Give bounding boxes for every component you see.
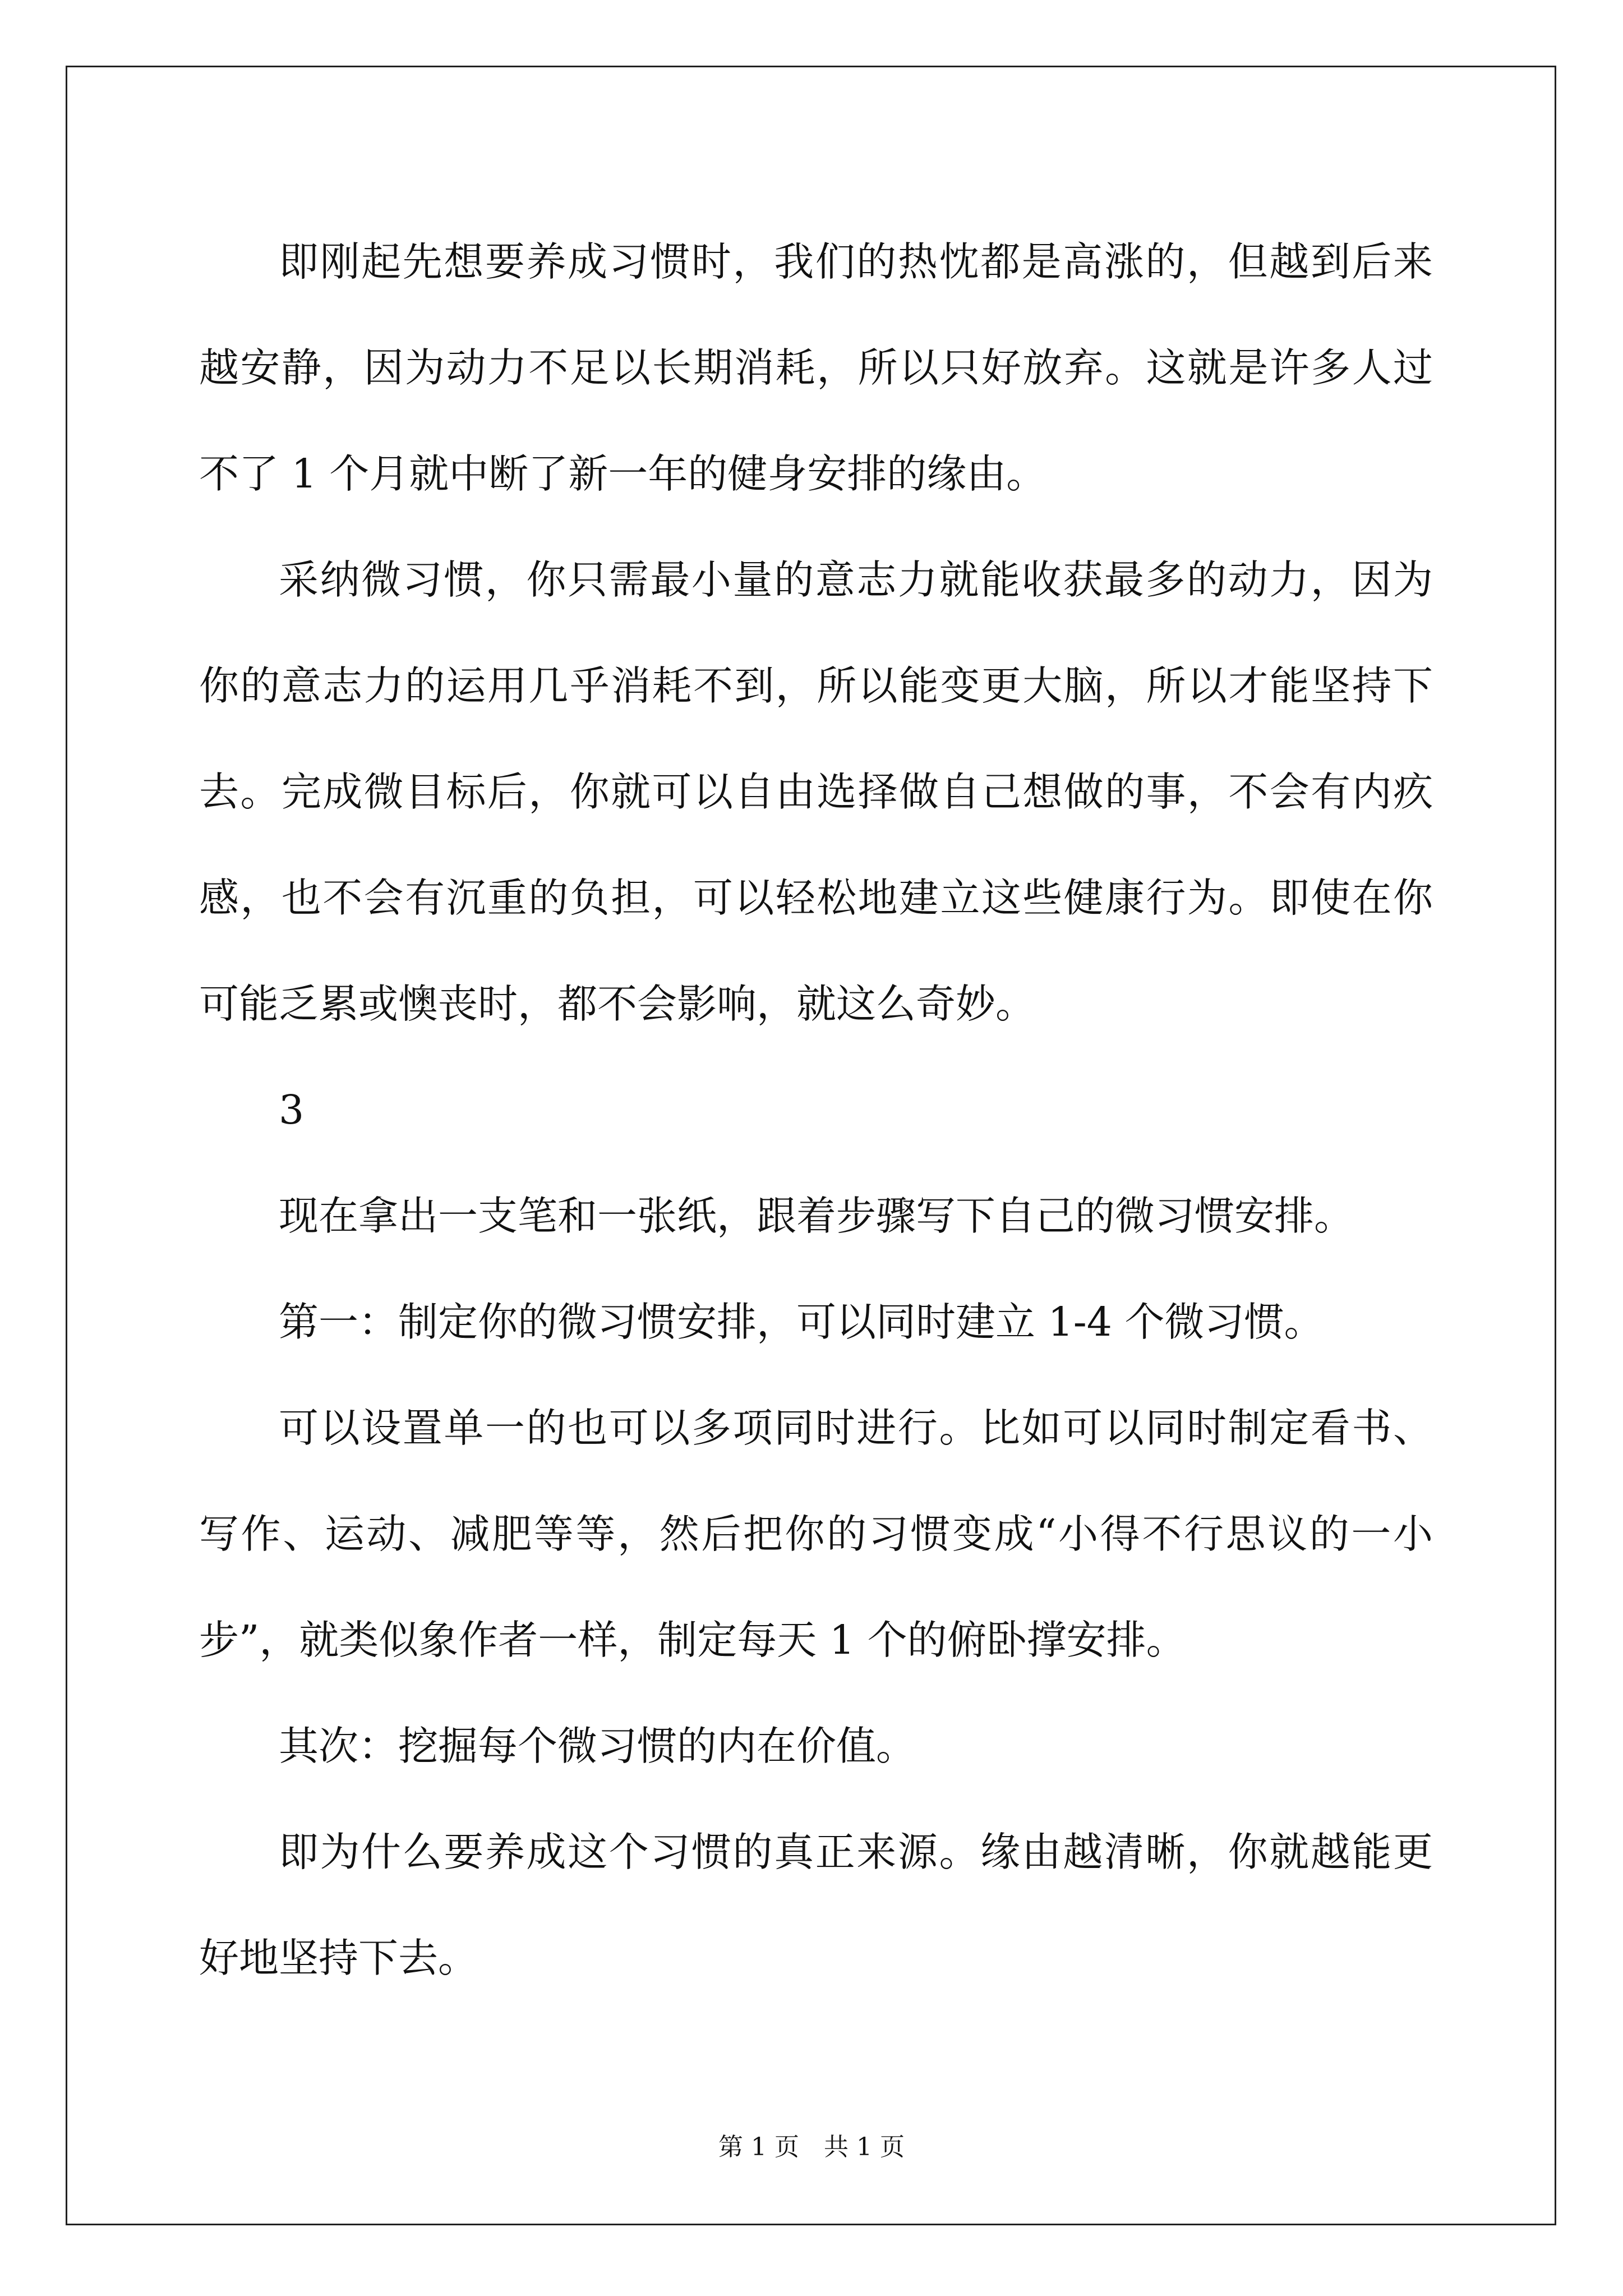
paragraph: 可以设置单一的也可以多项同时进行。比如可以同时制定看书、写作、运动、减肥等等，然后把你的习惯变成“小得不行思议的一小步”，就类似象作者一样，制定每天 1 个的俯卧撑安排。 bbox=[199, 1405, 1433, 1663]
page-footer: 第 1 页 共 1 页 bbox=[718, 2133, 905, 2161]
paragraph: 现在拿出一支笔和一张纸，跟着步骤写下自己的微习惯安排。 bbox=[279, 1193, 1354, 1239]
paragraph: 第一：制定你的微习惯安排，可以同时建立 1-4 个微习惯。 bbox=[279, 1299, 1324, 1345]
paragraph: 即为什么要养成这个习惯的真正来源。缘由越清晰，你就越能更好地坚持下去。 bbox=[199, 1829, 1433, 1981]
section-number: 3 bbox=[279, 1087, 305, 1133]
paragraph: 采纳微习惯，你只需最小量的意志力就能收获最多的动力，因为你的意志力的运用几乎消耗不到，所以能变更大脑，所以才能坚持下去。完成微目标后，你就可以自由选择做自己想做的事，不会有内疚感，也不会有沉重的负担，可以轻松地建立这些健康行为。即使在你可能乏累或懊丧时，都不会影响，就这么奇妙。 bbox=[199, 556, 1433, 1027]
paragraph: 即刚起先想要养成习惯时，我们的热忱都是高涨的，但越到后来越安静，因为动力不足以长期消耗，所以只好放弃。这就是许多人过不了 1 个月就中断了新一年的健身安排的缘由。 bbox=[199, 238, 1433, 497]
paragraph: 其次：挖掘每个微习惯的内在价值。 bbox=[279, 1723, 916, 1769]
document-body bbox=[199, 209, 1433, 2011]
